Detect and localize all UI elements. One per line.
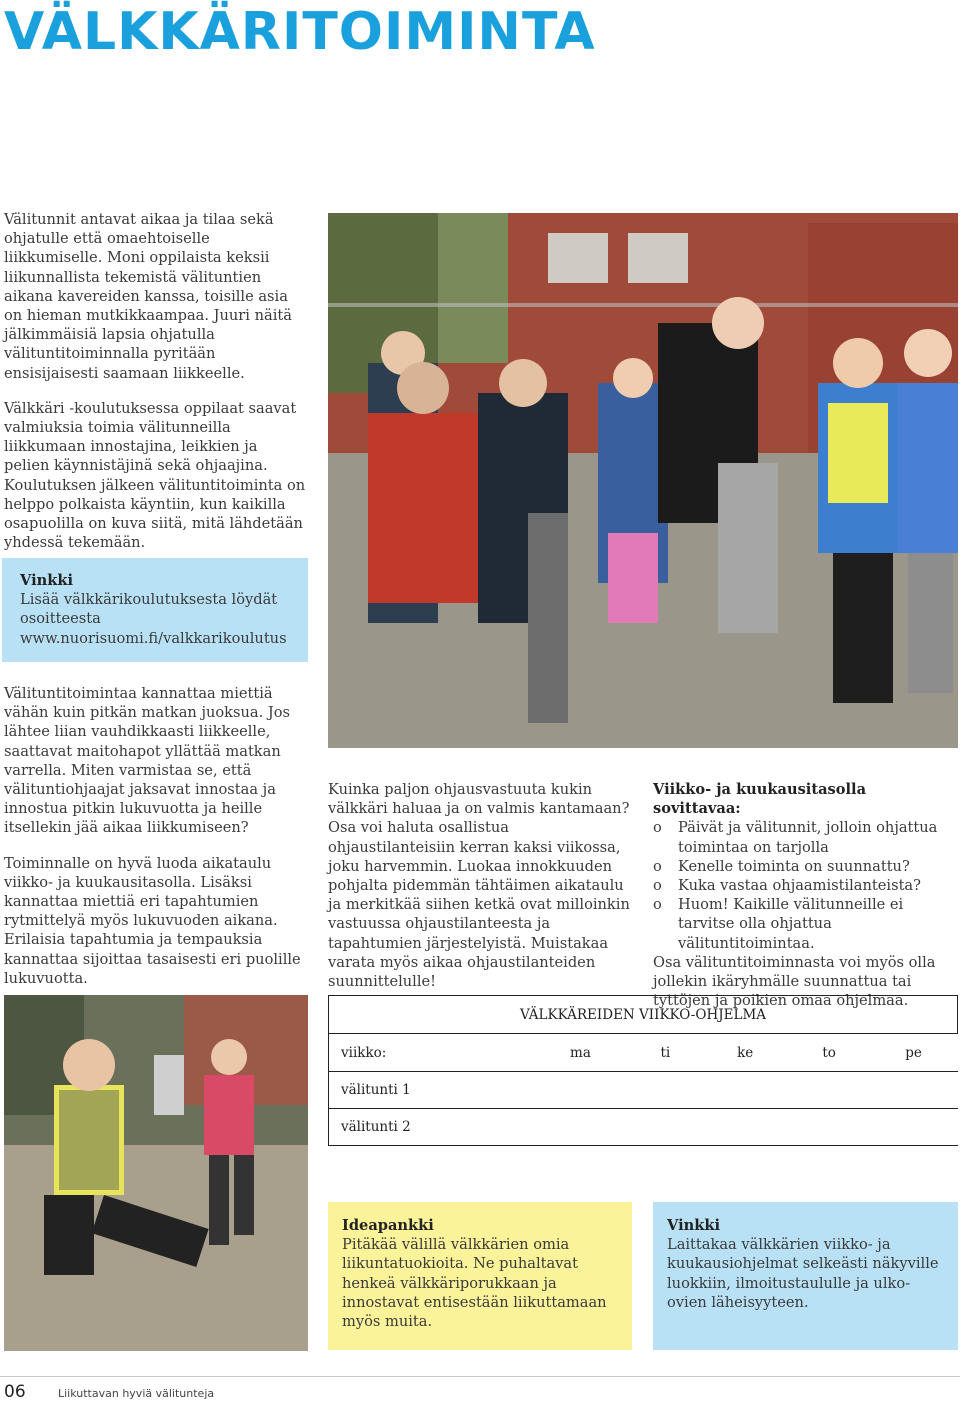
tip-label: Vinkki bbox=[20, 572, 73, 589]
running-photo-image bbox=[4, 995, 308, 1351]
schedule-day-ti: ti bbox=[629, 1034, 702, 1072]
column-3-closing: Osa välituntitoiminnasta voi myös olla jollekin ikäryhmälle suunnattua tai tyttöjen ja poikien omaa ohjelmaa. bbox=[653, 953, 936, 1010]
column-1-text bbox=[4, 684, 308, 1004]
children-photo-image bbox=[328, 213, 958, 748]
schedule-day-ma: ma bbox=[532, 1034, 629, 1072]
schedule-cell[interactable] bbox=[870, 1109, 958, 1146]
list-item: o Kenelle toiminta on suunnattu? bbox=[653, 857, 910, 875]
idea-bank-box bbox=[328, 1202, 632, 1350]
schedule-day-ke: ke bbox=[702, 1034, 789, 1072]
idea-bank-text: Pitäkää välillä välkkärien omia liikuntatuokioita. Ne puhaltavat henkeä välkkäriporukkaan ja innostavat entisestään liikuttamaan myös muita. bbox=[342, 1236, 607, 1331]
bullet-icon: o bbox=[653, 896, 662, 914]
schedule-title: VÄLKKÄREIDEN VIIKKO-OHJELMA bbox=[329, 996, 958, 1034]
schedule-cell[interactable] bbox=[702, 1109, 789, 1146]
page-title: VÄLKKÄRITOIMINTA bbox=[4, 2, 596, 62]
schedule-cell[interactable] bbox=[702, 1072, 789, 1109]
list-item: o Kuka vastaa ohjaamistilanteista? bbox=[653, 877, 921, 895]
schedule-checklist bbox=[653, 818, 958, 952]
bullet-icon: o bbox=[653, 877, 662, 895]
page-number: 06 bbox=[4, 1382, 26, 1402]
schedule-week-label: viikko: bbox=[329, 1034, 533, 1072]
schedule-cell[interactable] bbox=[870, 1072, 958, 1109]
column-3-text bbox=[653, 780, 958, 1010]
column-1-paragraph-2: Toiminnalle on hyvä luoda aikataulu viikko- ja kuukausitasolla. Lisäksi kannattaa miettiä eri tapahtumien rytmittelyä myös lukuvuoden aikana. Erilaisia tapahtumia ja tempauksia kannattaa sijoittaa tasaisesti eri puolille lukuvuotta. bbox=[4, 854, 301, 987]
column-1-paragraph-1: Välituntitoimintaa kannattaa miettiä vähän kuin pitkän matkan juoksua. Jos lähtee liian vauhdikkaasti liikkeelle, saattavat maitohapot yllättää matkan varrella. Miten varmistaa se, että välituntiohjaajat jaksavat innostaa ja innostua pitkin lukuvuotta ja heille itsellekin jää aikaa liikkumiseen? bbox=[4, 685, 291, 837]
running-photo bbox=[4, 995, 308, 1351]
schedule-cell[interactable] bbox=[789, 1072, 870, 1109]
schedule-cell[interactable] bbox=[532, 1072, 629, 1109]
tip-box-1 bbox=[2, 558, 308, 662]
column-3-heading: Viikko- ja kuukausitasolla sovittavaa: bbox=[653, 781, 867, 818]
tip-box-2 bbox=[653, 1202, 958, 1350]
schedule-table bbox=[328, 995, 958, 1146]
schedule-row-1-label: välitunti 1 bbox=[329, 1072, 533, 1109]
schedule-row-2-label: välitunti 2 bbox=[329, 1109, 533, 1146]
list-item: o Päivät ja välitunnit, jolloin ohjattua toimintaa on tarjolla bbox=[653, 819, 938, 856]
tip-label: Vinkki bbox=[667, 1217, 720, 1234]
children-photo bbox=[328, 213, 958, 748]
schedule-day-pe: pe bbox=[870, 1034, 958, 1072]
bullet-icon: o bbox=[653, 857, 662, 875]
intro-paragraph-1: Välitunnit antavat aikaa ja tilaa sekä ohjatulle että omaehtoiselle liikkumiselle. Moni oppilaista keksii liikunnallista tekemistä välituntien aikana kavereiden kanssa, toisille asia on hieman mutkikkaampaa. Juuri näitä jälkimmäisiä lapsia ohjatulla välituntitoiminnalla pyritään ensisijaisesti saamaan liikkeelle. bbox=[4, 211, 292, 382]
schedule-cell[interactable] bbox=[789, 1109, 870, 1146]
schedule-cell[interactable] bbox=[629, 1072, 702, 1109]
intro-paragraph-2: Välkkäri -koulutuksessa oppilaat saavat valmiuksia toimia välitunneilla liikkumaan innostajina, leikkien ja pelien käynnistäjinä sekä ohjaajina. Koulutuksen jälkeen välituntitoiminta on helppo polkaista käyntiin, kun kaikilla osapuolilla on kuva siitä, mitä lähdetään yhdessä tekemään. bbox=[4, 399, 306, 552]
list-item: o Huom! Kaikille välitunneille ei tarvitse olla ohjattua välituntitoimintaa. bbox=[653, 896, 904, 952]
schedule-cell[interactable] bbox=[532, 1109, 629, 1146]
column-2-text bbox=[328, 780, 634, 1007]
footer-text: Liikuttavan hyviä välitunteja bbox=[58, 1387, 215, 1400]
column-2-paragraph-1: Kuinka paljon ohjausvastuuta kukin välkkäri haluaa ja on valmis kantamaan? Osa voi haluta osallistua ohjaustilanteisiin kerran kaksi viikossa, joku harvemmin. Luokaa innokkuuden pohjalta pidemmän tähtäimen aikataulu ja merkitkää siihen ketkä ovat milloinkin vastuussa ohjaustilanteesta ja tapahtumien järjestelyistä. Muistakaa varata myös aikaa ohjaustilanteiden suunnittelulle! bbox=[328, 781, 630, 991]
schedule-cell[interactable] bbox=[629, 1109, 702, 1146]
schedule-day-to: to bbox=[789, 1034, 870, 1072]
intro-text bbox=[4, 210, 306, 568]
weekly-schedule bbox=[328, 995, 958, 1146]
idea-bank-label: Ideapankki bbox=[342, 1217, 434, 1234]
footer-divider bbox=[0, 1376, 960, 1377]
tip-text: Laittakaa välkkärien viikko- ja kuukausiohjelmat selkeästi näkyville luokkiin, ilmoitustaululle ja ulko-ovien läheisyyteen. bbox=[667, 1236, 939, 1311]
bullet-icon: o bbox=[653, 819, 662, 837]
tip-text: Lisää välkkärikoulutuksesta löydät osoitteesta www.nuorisuomi.fi/valkkarikoulutus bbox=[20, 591, 287, 647]
